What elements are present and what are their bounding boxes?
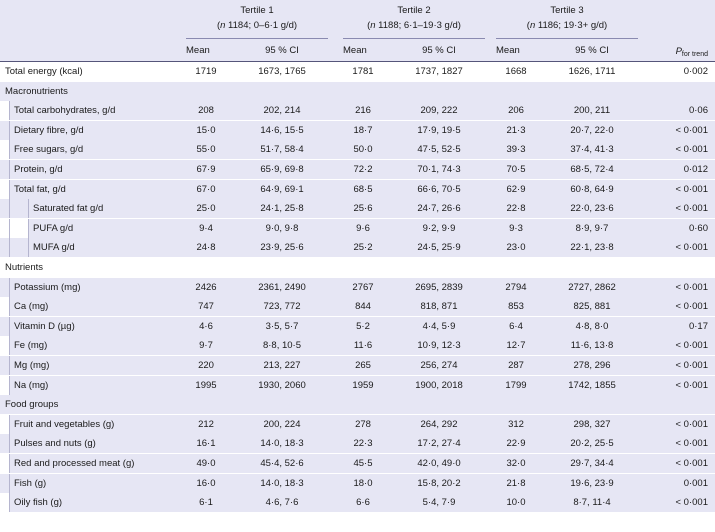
tertile-2-ci: 17·2, 27·4 (417, 438, 461, 450)
tertile-1-ci: 51·7, 58·4 (260, 144, 304, 156)
table-row (0, 356, 715, 375)
tertile-2-ci: 1900, 2018 (415, 379, 463, 391)
mean-header-2: Mean (343, 45, 367, 56)
indent-rule (9, 493, 10, 512)
indent-rule (9, 121, 10, 140)
tertile-3-mean: 32·0 (506, 458, 526, 469)
tertile-1-mean: 16·1 (196, 438, 216, 450)
tertile-2-mean: 265 (355, 360, 371, 371)
tertile-3-ci: 68·5, 72·4 (570, 164, 614, 175)
tertile-2-mean: 25·2 (353, 242, 373, 254)
tertile-1-ci: 4·6, 7·6 (265, 497, 299, 509)
p-for-trend: < 0·001 (675, 183, 708, 195)
tertile-3-mean: 39·3 (506, 144, 526, 156)
tertile-1-range: 1184; 0–6·1 g/d) (225, 20, 298, 31)
row-label: PUFA g/d (33, 222, 74, 234)
indent-rule (9, 434, 10, 453)
tertile-1-mean: 16·0 (196, 477, 216, 489)
p-for-trend: 0·012 (683, 164, 708, 175)
sub-indent-rule (28, 199, 29, 218)
tertile-2-mean: 18·7 (353, 124, 373, 136)
indent-rule (9, 356, 10, 375)
tertile-3-mean: 6·4 (509, 320, 523, 332)
table-row (0, 454, 715, 473)
tertile-2-underline (343, 38, 485, 39)
row-label: Total fat, g/d (14, 183, 66, 195)
table-row (0, 219, 715, 238)
ci-header-2: 95 % CI (422, 45, 456, 56)
tertile-3-mean: 22·9 (506, 438, 526, 450)
tertile-1-mean: 6·1 (199, 497, 213, 509)
tertile-3-mean: 9·3 (509, 222, 523, 234)
tertile-2-subtitle: (n 1188; 6·1–19·3 g/d) (367, 20, 461, 31)
indent-rule (9, 297, 10, 316)
tertile-3-mean: 1799 (505, 379, 527, 391)
tertile-1-ci: 65·9, 69·8 (260, 164, 304, 175)
ci-header-1: 95 % CI (265, 45, 299, 56)
tertile-1-ci: 14·0, 18·3 (260, 438, 304, 450)
tertile-1-ci: 1930, 2060 (258, 379, 306, 391)
table-row (0, 336, 715, 355)
tertile-3-ci: 8·9, 9·7 (575, 222, 609, 234)
tertile-2-mean: 6·6 (356, 497, 370, 509)
tertile-2-ci: 256, 274 (420, 360, 458, 371)
tertile-3-mean: 10·0 (506, 497, 526, 509)
tertile-1-mean: 55·0 (196, 144, 216, 156)
row-label: Protein, g/d (14, 164, 63, 175)
table-row (0, 317, 715, 336)
tertile-3-ci: 22·1, 23·8 (570, 242, 614, 254)
p-for-trend: < 0·001 (675, 340, 708, 352)
table-row (0, 101, 715, 120)
p-for-trend: < 0·001 (675, 438, 708, 450)
p-for-trend: < 0·001 (675, 242, 708, 254)
p-for-trend: 0·60 (688, 222, 708, 234)
table-header (0, 0, 715, 61)
row-label: Na (mg) (14, 379, 49, 391)
tertile-2-title: Tertile 2 (397, 5, 431, 16)
table-row (0, 376, 715, 395)
tertile-1-mean: 9·4 (199, 222, 213, 234)
indent-rule (9, 219, 10, 238)
tertile-1-ci: 202, 214 (263, 105, 301, 117)
p-for-trend: 0·001 (683, 477, 708, 489)
p-for-trend: 0·17 (688, 320, 708, 332)
tertile-1-mean: 747 (198, 301, 214, 313)
tertile-1-mean: 67·9 (196, 164, 216, 175)
p-for-trend: < 0·001 (675, 379, 708, 391)
tertile-2-mean: 5·2 (356, 320, 370, 332)
tertile-2-mean: 216 (355, 105, 371, 117)
tertile-1-ci: 8·8, 10·5 (262, 340, 302, 352)
tertile-2-ci: 1737, 1827 (415, 66, 463, 77)
tertile-1-mean: 67·0 (196, 183, 216, 195)
tertile-2-ci: 24·7, 26·6 (417, 203, 461, 215)
tertile-3-mean: 853 (508, 301, 524, 313)
row-label: Fe (mg) (14, 340, 48, 352)
tertile-2-n: n (370, 20, 376, 31)
p-for-trend: < 0·001 (675, 458, 708, 469)
row-label: Food groups (5, 399, 59, 411)
tertile-1-mean: 208 (198, 105, 214, 117)
sub-indent-rule (28, 238, 29, 257)
tertile-1-n: n (220, 20, 226, 31)
row-label: Fruit and vegetables (g) (14, 418, 115, 430)
indent-rule (9, 199, 10, 218)
tertile-1-mean: 24·8 (196, 242, 216, 254)
tertile-3-ci: 19·6, 23·9 (570, 477, 614, 489)
tertile-2-ci: 70·1, 74·3 (417, 164, 461, 175)
tertile-2-mean: 68·5 (353, 183, 373, 195)
mean-header-3: Mean (496, 45, 520, 56)
tertile-3-n: n (529, 20, 536, 31)
tertile-2-ci: 66·6, 70·5 (417, 183, 461, 195)
tertile-1-ci: 200, 224 (263, 418, 301, 430)
table-row (0, 180, 715, 199)
tertile-3-mean: 312 (508, 418, 524, 430)
row-label: Vitamin D (µg) (14, 320, 75, 332)
tertile-2-mean: 25·6 (353, 203, 373, 215)
table-row (0, 493, 715, 512)
p-symbol: P (675, 46, 682, 57)
tertile-3-ci: 37·4, 41·3 (570, 144, 614, 156)
tertile-1-subtitle: (n 1184; 0–6·1 g/d) (216, 20, 298, 31)
tertile-2-mean: 1959 (352, 379, 374, 391)
tertile-2-ci: 209, 222 (420, 105, 458, 117)
section-row (0, 395, 715, 414)
table-row (0, 297, 715, 316)
row-label: Saturated fat g/d (33, 203, 104, 215)
row-label: Potassium (mg) (14, 281, 81, 293)
indent-rule (9, 317, 10, 336)
tertile-2-mean: 18·0 (353, 477, 373, 489)
row-label: Oily fish (g) (14, 497, 63, 509)
p-for-trend: < 0·001 (675, 144, 708, 156)
tertile-1-ci: 24·1, 25·8 (260, 203, 304, 215)
sub-indent-rule (28, 219, 29, 238)
tertile-1-ci: 23·9, 25·6 (260, 242, 304, 254)
tertile-2-ci: 47·5, 52·5 (417, 144, 461, 156)
row-label: Total carbohydrates, g/d (14, 105, 116, 117)
indent-rule (9, 160, 10, 179)
table-row (0, 121, 715, 140)
tertile-1-mean: 1719 (195, 66, 217, 77)
tertile-1-mean: 25·0 (196, 203, 216, 215)
tertile-3-mean: 22·8 (506, 203, 526, 215)
tertile-1-ci: 9·0, 9·8 (265, 222, 299, 234)
indent-rule (9, 415, 10, 434)
section-row (0, 258, 715, 277)
p-subscript: for trend (681, 51, 708, 58)
tertile-3-mean: 1668 (505, 66, 527, 77)
tertile-3-ci: 60·8, 64·9 (570, 183, 614, 195)
tertile-1-mean: 212 (198, 418, 214, 430)
tertile-2-mean: 50·0 (353, 144, 373, 156)
tertile-2-ci: 24·5, 25·9 (417, 242, 461, 254)
indent-rule (9, 238, 10, 257)
indent-rule (9, 474, 10, 493)
tertile-1-mean: 1995 (195, 379, 217, 391)
tertile-1-ci: 64·9, 69·1 (260, 183, 304, 195)
p-trend-header (648, 46, 708, 58)
tertile-1-mean: 15·0 (196, 124, 216, 136)
indent-rule (9, 180, 10, 199)
tertile-2-ci: 9·2, 9·9 (422, 222, 456, 234)
tertile-2-ci: 17·9, 19·5 (417, 124, 461, 136)
tertile-2-ci: 4·4, 5·9 (422, 320, 456, 332)
tertile-3-mean: 21·3 (506, 124, 526, 136)
tertile-2-ci: 2695, 2839 (415, 281, 463, 293)
indent-rule (9, 454, 10, 473)
tertile-2-ci: 42·0, 49·0 (417, 458, 461, 469)
tertile-3-ci: 1742, 1855 (568, 379, 616, 391)
table-row (0, 62, 715, 81)
row-label: Red and processed meat (g) (14, 458, 135, 469)
tertile-2-ci: 15·8, 20·2 (417, 477, 461, 489)
tertile-3-ci: 11·6, 13·8 (570, 340, 614, 352)
tertile-1-mean: 9·7 (199, 340, 213, 352)
p-for-trend: < 0·001 (675, 418, 708, 430)
tertile-2-ci: 818, 871 (420, 301, 458, 313)
table-row (0, 434, 715, 453)
tertile-1-underline (186, 38, 328, 39)
tertile-2-ci: 264, 292 (420, 418, 458, 430)
row-label: Mg (mg) (14, 360, 50, 371)
tertile-3-underline (496, 38, 638, 39)
table-row (0, 160, 715, 179)
tertile-2-mean: 9·6 (356, 222, 370, 234)
tertile-3-mean: 23·0 (506, 242, 526, 254)
tertile-2-mean: 2767 (352, 281, 374, 293)
p-for-trend: 0·002 (683, 66, 708, 77)
row-label: Macronutrients (5, 85, 68, 97)
tertile-3-mean: 62·9 (506, 183, 526, 195)
p-for-trend: < 0·001 (675, 203, 708, 215)
tertile-3-subtitle: (n 1186; 19·3+ g/d) (526, 20, 608, 31)
tertile-3-mean: 206 (508, 105, 524, 117)
row-label: Nutrients (5, 262, 44, 273)
tertile-2-mean: 72·2 (353, 164, 373, 175)
tertile-3-mean: 2794 (505, 281, 527, 293)
p-for-trend: < 0·001 (675, 124, 708, 136)
table-row (0, 415, 715, 434)
tertile-3-title: Tertile 3 (550, 5, 584, 16)
tertile-1-title: Tertile 1 (240, 5, 274, 16)
row-label: Dietary fibre, g/d (14, 124, 84, 136)
tertile-1-ci: 3·5, 5·7 (265, 320, 299, 332)
tertile-3-range: 1186; 19·3+ g/d) (535, 20, 608, 31)
p-for-trend: < 0·001 (675, 497, 708, 509)
tertile-3-ci: 1626, 1711 (568, 66, 616, 77)
tertile-3-ci: 278, 296 (573, 360, 611, 371)
tertile-3-ci: 8·7, 11·4 (573, 497, 611, 509)
tertile-3-ci: 22·0, 23·6 (570, 203, 614, 215)
ci-header-3: 95 % CI (575, 45, 609, 56)
tertile-3-ci: 2727, 2862 (568, 281, 616, 293)
tertile-2-ci: 10·9, 12·3 (417, 340, 461, 352)
tertile-2-mean: 844 (355, 301, 371, 313)
tertile-1-ci: 45·4, 52·6 (260, 458, 304, 469)
tertile-3-ci: 298, 327 (573, 418, 611, 430)
indent-rule (9, 140, 10, 159)
section-row (0, 82, 715, 101)
tertile-2-mean: 278 (355, 418, 371, 430)
tertile-1-mean: 4·6 (199, 320, 213, 332)
p-for-trend: < 0·001 (675, 281, 708, 293)
tertile-1-ci: 14·6, 15·5 (260, 124, 304, 136)
tertile-3-mean: 21·8 (506, 477, 526, 489)
table-row (0, 140, 715, 159)
tertile-2-mean: 22·3 (353, 438, 373, 450)
tertile-3-ci: 29·7, 34·4 (570, 458, 614, 469)
tertile-1-mean: 220 (198, 360, 214, 371)
tertile-2-range: 1188; 6·1–19·3 g/d) (375, 20, 461, 31)
indent-rule (9, 278, 10, 297)
tertile-1-ci: 14·0, 18·3 (260, 477, 304, 489)
tertile-3-ci: 200, 211 (573, 105, 611, 117)
tertile-1-mean: 2426 (195, 281, 217, 293)
row-label: Free sugars, g/d (14, 144, 84, 156)
tertile-3-ci: 825, 881 (573, 301, 611, 313)
tertile-3-mean: 70·5 (506, 164, 526, 175)
tertile-1-ci: 1673, 1765 (258, 66, 306, 77)
tertile-2-mean: 11·6 (353, 340, 373, 352)
tertile-1-mean: 49·0 (196, 458, 216, 469)
row-label: Pulses and nuts (g) (14, 438, 96, 450)
table-row (0, 199, 715, 218)
tertile-2-mean: 45·5 (353, 458, 373, 469)
row-label: Total energy (kcal) (5, 66, 83, 77)
tertile-2-ci: 5·4, 7·9 (422, 497, 456, 509)
indent-rule (9, 336, 10, 355)
tertile-3-ci: 20·7, 22·0 (570, 124, 614, 136)
table-row (0, 474, 715, 493)
indent-rule (9, 376, 10, 395)
row-label: Fish (g) (14, 477, 47, 489)
tertile-1-ci: 213, 227 (263, 360, 301, 371)
indent-rule (9, 101, 10, 120)
p-for-trend: 0·06 (688, 105, 708, 117)
row-label: Ca (mg) (14, 301, 49, 313)
mean-header-1: Mean (186, 45, 210, 56)
table-row (0, 238, 715, 257)
table-row (0, 278, 715, 297)
p-for-trend: < 0·001 (675, 360, 708, 371)
tertile-3-ci: 4·8, 8·0 (575, 320, 609, 332)
p-for-trend: < 0·001 (675, 301, 708, 313)
tertile-1-ci: 2361, 2490 (258, 281, 306, 293)
tertile-3-ci: 20·2, 25·5 (570, 438, 614, 450)
tertile-2-mean: 1781 (352, 66, 374, 77)
tertile-3-mean: 12·7 (506, 340, 526, 352)
row-label: MUFA g/d (33, 242, 75, 254)
tertile-3-mean: 287 (508, 360, 524, 371)
tertile-1-ci: 723, 772 (263, 301, 301, 313)
